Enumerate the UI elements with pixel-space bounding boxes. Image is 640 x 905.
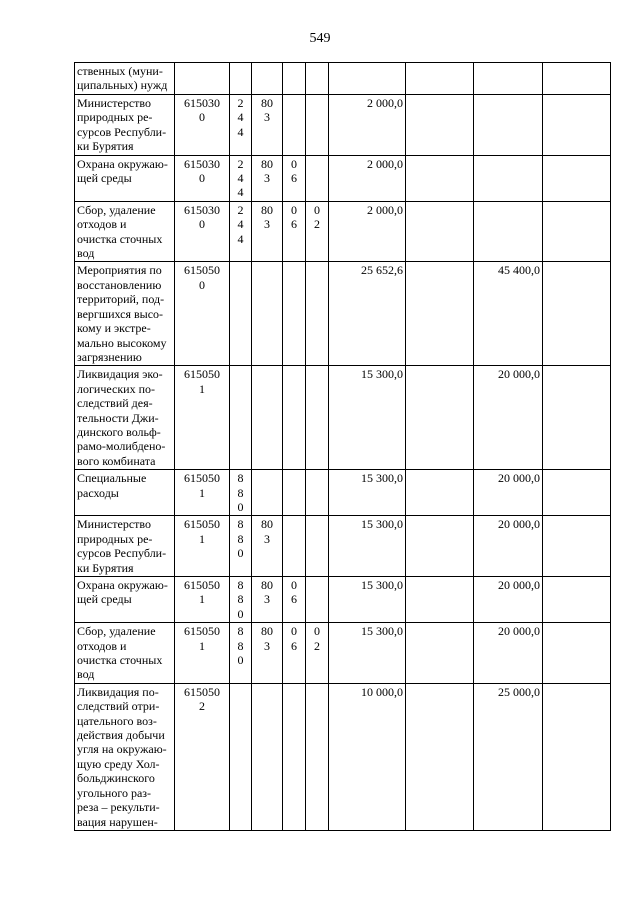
cell-sum4 — [543, 262, 611, 366]
cell-text: 615050 1 — [184, 367, 220, 396]
cell-vr — [230, 262, 252, 366]
cell-text: 0 6 — [291, 202, 297, 232]
cell-sum2 — [406, 470, 474, 516]
cell-sum2 — [406, 683, 474, 830]
table-row — [75, 577, 611, 623]
cell-sum1 — [329, 63, 406, 95]
cell-code — [175, 201, 230, 262]
cell-text: 25 652,6 — [361, 263, 403, 278]
cell-name — [75, 470, 175, 516]
cell-code — [175, 95, 230, 156]
cell-code — [175, 623, 230, 684]
cell-ppr — [306, 201, 329, 262]
cell-text: Охрана окружаю- щей среды — [77, 156, 168, 186]
cell-vr — [230, 366, 252, 470]
cell-sum2 — [406, 623, 474, 684]
cell-sum3 — [474, 683, 543, 830]
cell-sum1 — [329, 470, 406, 516]
cell-sum1 — [329, 201, 406, 262]
cell-rz — [252, 470, 283, 516]
cell-rz — [252, 623, 283, 684]
cell-sum1 — [329, 623, 406, 684]
cell-code — [175, 577, 230, 623]
cell-sum3 — [474, 95, 543, 156]
cell-rz — [252, 95, 283, 156]
cell-name — [75, 262, 175, 366]
cell-text: 80 3 — [261, 624, 273, 653]
cell-name — [75, 683, 175, 830]
cell-rz — [252, 201, 283, 262]
cell-text: 80 3 — [261, 202, 273, 232]
cell-text: 8 8 0 — [237, 624, 244, 668]
cell-vr — [230, 623, 252, 684]
cell-sum4 — [543, 366, 611, 470]
cell-vr — [230, 577, 252, 623]
cell-pr — [283, 262, 306, 366]
cell-text: 80 3 — [261, 517, 273, 546]
cell-text: 10 000,0 — [361, 684, 403, 699]
cell-text: Сбор, удаление отходов и очистка сточных вод — [77, 202, 163, 261]
cell-pr — [283, 95, 306, 156]
cell-text: 0 2 — [314, 624, 320, 653]
cell-text: 2 4 4 — [237, 96, 244, 139]
table-row — [75, 623, 611, 684]
cell-text: Сбор, удаление отходов и очистка сточных вод — [77, 624, 163, 682]
cell-name — [75, 155, 175, 201]
cell-sum2 — [406, 201, 474, 262]
cell-sum1 — [329, 577, 406, 623]
cell-text: 20 000,0 — [498, 367, 540, 382]
cell-text: 20 000,0 — [498, 471, 540, 486]
cell-sum3 — [474, 63, 543, 95]
cell-sum4 — [543, 516, 611, 577]
cell-sum1 — [329, 155, 406, 201]
cell-pr — [283, 683, 306, 830]
cell-pr — [283, 201, 306, 262]
cell-sum2 — [406, 63, 474, 95]
cell-text: Специальные расходы — [77, 471, 147, 500]
cell-text: 15 300,0 — [361, 624, 403, 639]
cell-text: 80 3 — [261, 156, 273, 186]
cell-sum3 — [474, 262, 543, 366]
cell-sum4 — [543, 63, 611, 95]
cell-vr — [230, 516, 252, 577]
cell-text: ственных (муни- ципальных) нужд — [77, 64, 168, 93]
cell-sum2 — [406, 577, 474, 623]
cell-text: 15 300,0 — [361, 471, 403, 486]
cell-text: 20 000,0 — [498, 624, 540, 639]
cell-pr — [283, 577, 306, 623]
cell-text: 2 000,0 — [367, 202, 403, 217]
cell-vr — [230, 470, 252, 516]
cell-ppr — [306, 63, 329, 95]
table-row — [75, 63, 611, 95]
cell-code — [175, 683, 230, 830]
cell-vr — [230, 683, 252, 830]
cell-vr — [230, 95, 252, 156]
cell-sum1 — [329, 262, 406, 366]
cell-text: 20 000,0 — [498, 578, 540, 592]
cell-pr — [283, 63, 306, 95]
cell-ppr — [306, 262, 329, 366]
cell-text: Ликвидация эко- логических по- следствий дея- тельности Джи- динского вольф- рамо-молибдено- вого комбината — [77, 367, 166, 468]
cell-sum4 — [543, 155, 611, 201]
cell-ppr — [306, 516, 329, 577]
cell-name — [75, 366, 175, 470]
cell-text: 615050 1 — [184, 578, 220, 607]
cell-text: Министерство природных ре- сурсов Республи- ки Бурятия — [77, 517, 167, 575]
page-number: 549 — [309, 31, 331, 46]
cell-text: 2 4 4 — [237, 156, 244, 200]
cell-sum1 — [329, 516, 406, 577]
cell-text: 615030 0 — [184, 96, 220, 125]
cell-pr — [283, 516, 306, 577]
cell-text: 20 000,0 — [498, 517, 540, 532]
cell-text: 8 8 0 — [237, 578, 244, 621]
cell-pr — [283, 623, 306, 684]
table-row — [75, 683, 611, 830]
cell-text: 8 8 0 — [237, 517, 244, 561]
cell-sum4 — [543, 623, 611, 684]
cell-text: 2 000,0 — [367, 156, 403, 171]
cell-sum2 — [406, 262, 474, 366]
cell-sum4 — [543, 95, 611, 156]
cell-ppr — [306, 155, 329, 201]
cell-rz — [252, 63, 283, 95]
cell-text: 615050 0 — [184, 263, 220, 292]
cell-ppr — [306, 470, 329, 516]
cell-name — [75, 63, 175, 95]
cell-sum2 — [406, 366, 474, 470]
table-row — [75, 201, 611, 262]
table-row — [75, 366, 611, 470]
cell-sum4 — [543, 201, 611, 262]
cell-pr — [283, 470, 306, 516]
cell-text: 615030 0 — [184, 156, 220, 186]
cell-vr — [230, 155, 252, 201]
cell-sum4 — [543, 683, 611, 830]
cell-vr — [230, 201, 252, 262]
cell-name — [75, 95, 175, 156]
table-row — [75, 470, 611, 516]
cell-text: 15 300,0 — [361, 517, 403, 532]
cell-text: 8 8 0 — [237, 471, 244, 514]
cell-rz — [252, 366, 283, 470]
cell-ppr — [306, 577, 329, 623]
cell-name — [75, 516, 175, 577]
cell-pr — [283, 155, 306, 201]
table-row — [75, 155, 611, 201]
cell-text: 0 6 — [291, 624, 297, 653]
cell-rz — [252, 155, 283, 201]
cell-text: 615050 1 — [184, 517, 220, 546]
cell-vr — [230, 63, 252, 95]
cell-rz — [252, 683, 283, 830]
cell-name — [75, 201, 175, 262]
cell-text: 80 3 — [261, 578, 273, 607]
cell-sum3 — [474, 470, 543, 516]
cell-text: Ликвидация по- следствий отри- цательного воз- действия добычи угля на окружаю- щую среду Хол- больджинского угольного раз- реза – рекульти- вация нарушен- — [77, 684, 167, 829]
cell-ppr — [306, 623, 329, 684]
cell-ppr — [306, 683, 329, 830]
cell-sum3 — [474, 623, 543, 684]
cell-ppr — [306, 366, 329, 470]
cell-sum3 — [474, 201, 543, 262]
table-row — [75, 262, 611, 366]
cell-sum3 — [474, 155, 543, 201]
cell-ppr — [306, 95, 329, 156]
cell-text: 0 2 — [314, 202, 320, 232]
cell-text: 615050 2 — [184, 684, 220, 714]
cell-text: 2 000,0 — [367, 96, 403, 110]
cell-sum2 — [406, 95, 474, 156]
cell-rz — [252, 262, 283, 366]
cell-sum3 — [474, 516, 543, 577]
cell-name — [75, 623, 175, 684]
cell-sum2 — [406, 155, 474, 201]
cell-text: 2 4 4 — [237, 202, 244, 246]
cell-rz — [252, 516, 283, 577]
cell-code — [175, 516, 230, 577]
table-row — [75, 95, 611, 156]
cell-text: 615050 1 — [184, 624, 220, 653]
cell-sum2 — [406, 516, 474, 577]
cell-name — [75, 577, 175, 623]
cell-code — [175, 63, 230, 95]
cell-code — [175, 366, 230, 470]
cell-text: 15 300,0 — [361, 578, 403, 592]
cell-sum4 — [543, 577, 611, 623]
table-row — [75, 516, 611, 577]
cell-text: 25 000,0 — [498, 684, 540, 699]
cell-sum4 — [543, 470, 611, 516]
cell-text: 615050 1 — [184, 471, 220, 500]
cell-text: 80 3 — [261, 96, 273, 125]
cell-text: Министерство природных ре- сурсов Республи- ки Бурятия — [77, 96, 167, 154]
cell-pr — [283, 366, 306, 470]
cell-sum1 — [329, 95, 406, 156]
cell-code — [175, 155, 230, 201]
budget-table — [74, 62, 611, 831]
cell-text: 0 6 — [291, 156, 297, 186]
cell-sum3 — [474, 366, 543, 470]
cell-text: Мероприятия по восстановлению территорий, под- вергшихся высо- кому и экстре- мально высокому загрязнению — [77, 263, 167, 364]
cell-sum3 — [474, 577, 543, 623]
cell-code — [175, 262, 230, 366]
cell-text: 45 400,0 — [498, 263, 540, 278]
cell-text: 615030 0 — [184, 202, 220, 232]
cell-text: Охрана окружаю- щей среды — [77, 578, 168, 607]
cell-code — [175, 470, 230, 516]
cell-text: 0 6 — [291, 578, 297, 607]
cell-sum1 — [329, 366, 406, 470]
cell-rz — [252, 577, 283, 623]
cell-text: 15 300,0 — [361, 367, 403, 382]
cell-sum1 — [329, 683, 406, 830]
